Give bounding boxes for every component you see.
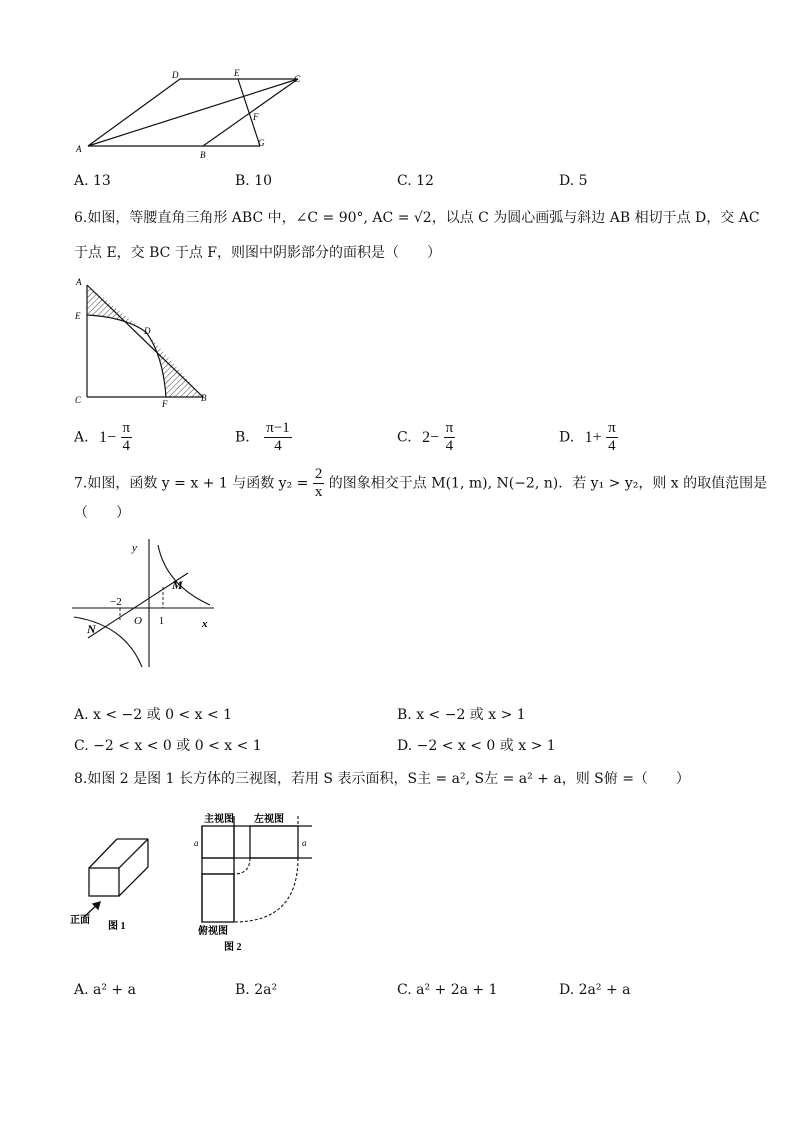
q6-label-A: A xyxy=(76,277,82,287)
q5-option-c: C. 12 xyxy=(397,173,434,189)
q6-option-a: A. 1− $\frac{\pi}{4}$ xyxy=(74,420,131,454)
q6-stem-line1: 6.如图，等腰直角三角形 ABC 中，∠C = 90°, AC = √2，以点 C 为圆心画弧与斜边 AB 相切于点 D，交 AC xyxy=(74,210,760,226)
q8-figure-1 xyxy=(70,820,170,935)
q6-option-d: D. 1+ $\frac{\pi}{4}$ xyxy=(559,420,616,454)
q7-label-O: O xyxy=(134,615,142,627)
q8-a-label-right: a xyxy=(302,838,307,848)
q8-figure-2 xyxy=(190,808,320,956)
q8-fig2-caption: 图 2 xyxy=(224,942,242,953)
q6-label-E: E xyxy=(75,311,81,321)
q7-option-b: B. x < −2 或 x > 1 xyxy=(397,707,526,723)
q8-stem-line1: 8.如图 2 是图 1 长方体的三视图，若用 S 表示面积，S主 = a², S左 = a² + a，则 S俯 =（ ） xyxy=(74,771,690,787)
q5-option-a: A. 13 xyxy=(74,173,111,189)
q8-option-d: D. 2a² + a xyxy=(559,982,631,998)
q5-label-B: B xyxy=(200,150,206,160)
q7-label-N: N xyxy=(87,622,96,636)
q8-option-a: A. a² + a xyxy=(74,982,136,998)
q5-label-A: A xyxy=(76,144,82,154)
q8-main-view-rect xyxy=(202,826,234,858)
q5-seg-AC xyxy=(88,79,298,146)
q8-left-view-rect xyxy=(250,826,298,858)
q7-stem-line1: 7.如图，函数 y = x + 1 与函数 y₂ = $\frac{2}{x}$ 的图象相交于点 M(1, m), N(−2, n)．若 y₁ > y₂，则 x 的取值范围是 xyxy=(74,466,768,500)
q8-dash-arc-large xyxy=(234,858,298,922)
q6-shade-lower xyxy=(146,332,203,397)
q6-label-F: F xyxy=(162,399,168,409)
q8-top-view-rect xyxy=(202,874,234,922)
q7-label-y: y xyxy=(132,542,137,554)
q8-dash-arc-small xyxy=(234,858,250,874)
q8-fig1-caption: 图 1 xyxy=(108,921,126,932)
q5-label-D: D xyxy=(172,70,179,80)
q7-label-M: M xyxy=(172,578,183,592)
q7-label-x: x xyxy=(202,618,208,630)
q5-option-b: B. 10 xyxy=(235,173,273,189)
q8-top-view-label: 俯视图 xyxy=(198,926,228,937)
q5-seg-AD xyxy=(88,79,180,146)
q7-option-d: D. −2 < x < 0 或 x > 1 xyxy=(397,738,556,754)
q6-option-b: B. $\frac{\pi-1}{4}$ xyxy=(235,420,290,454)
q8-a-label-left: a xyxy=(194,838,199,848)
q5-label-E: E xyxy=(234,68,240,78)
q8-cuboid-front xyxy=(89,868,119,896)
q5-label-F: F xyxy=(253,112,259,122)
q7-label-one: 1 xyxy=(159,616,164,627)
q6-shade-upper xyxy=(87,285,146,332)
q6-figure xyxy=(70,275,215,410)
q6-stem-line2: 于点 E，交 BC 于点 F，则图中阴影部分的面积是（ ） xyxy=(74,245,441,261)
q6-side-AB xyxy=(87,285,203,397)
q5-figure xyxy=(70,66,320,162)
q5-option-d: D. 5 xyxy=(559,173,588,189)
q6-label-D: D xyxy=(144,326,151,336)
q6-option-c: C. 2− $\frac{\pi}{4}$ xyxy=(397,420,454,454)
q8-option-c: C. a² + 2a + 1 xyxy=(397,982,498,998)
q5-label-C: C xyxy=(294,74,301,84)
q6-label-C: C xyxy=(75,395,82,405)
q5-label-G: G xyxy=(258,138,265,148)
q8-main-view-label: 主视图 xyxy=(204,814,234,825)
q5-seg-BC xyxy=(203,79,298,146)
q7-figure xyxy=(70,535,220,675)
q8-front-label: 正面 xyxy=(70,915,90,926)
q8-option-b: B. 2a² xyxy=(235,982,278,998)
q7-option-a: A. x < −2 或 0 < x < 1 xyxy=(74,707,233,723)
q7-stem-line2: （ ） xyxy=(74,505,130,521)
q7-option-c: C. −2 < x < 0 或 0 < x < 1 xyxy=(74,738,262,754)
q6-arc-EF xyxy=(87,315,166,397)
q6-label-B: B xyxy=(201,393,207,403)
q8-left-view-label: 左视图 xyxy=(254,814,284,825)
q7-label-minus2: −2 xyxy=(110,596,122,608)
